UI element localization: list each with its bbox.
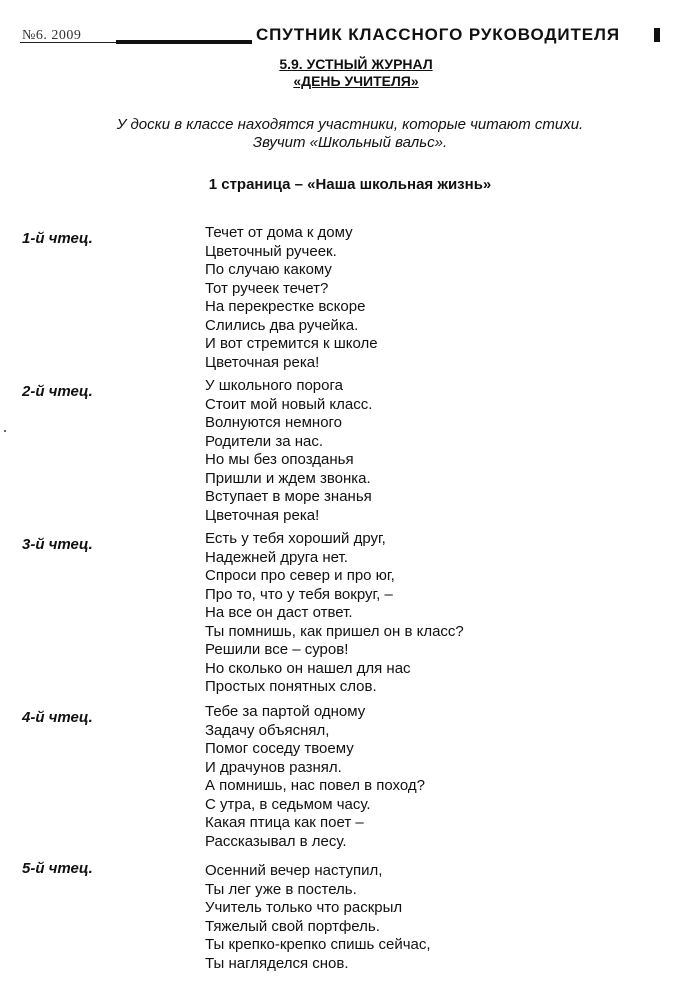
poem-line: И драчунов разнял.: [205, 758, 342, 776]
section-subtitle: «ДЕНЬ УЧИТЕЛЯ»: [293, 73, 419, 89]
poem-line: На все он даст ответ.: [205, 604, 353, 621]
poem-line: Рассказывал в лесу.: [205, 832, 347, 850]
poem-line: Вступает в море знанья: [205, 488, 372, 505]
poem-line: Простых понятных слов.: [205, 678, 377, 695]
reader-label: 1-й чтец.: [22, 230, 93, 247]
poem-line: Какая птица как поет –: [205, 814, 364, 831]
poem-stanza: [205, 224, 378, 372]
poem-line: Осенний вечер наступил,: [205, 862, 383, 879]
poem-line: Цветочный ручеек.: [205, 242, 337, 260]
page-header: [20, 24, 688, 48]
poem-line: Про то, что у тебя вокруг, –: [205, 585, 393, 603]
page-heading: 1 страница – «Наша школьная жизнь»: [208, 176, 492, 193]
poem-line: Ты нагляделся снов.: [205, 954, 349, 972]
poem-line: Волнуются немного: [205, 414, 343, 431]
poem-line: И вот стремится к школе: [205, 335, 378, 352]
section-title: 5.9. УСТНЫЙ ЖУРНАЛ: [279, 56, 433, 72]
poem-line: Ты крепко-крепко спишь сейчас,: [205, 936, 431, 953]
poem-line: Задачу объяснял,: [205, 721, 330, 739]
poem-line: Течет от дома к дому: [205, 224, 353, 241]
poem-line: Тот ручеек течет?: [205, 279, 329, 297]
scan-speck: [4, 430, 6, 432]
poem-line: А помнишь, нас повел в поход?: [205, 777, 425, 794]
page-marker: [654, 28, 660, 42]
reader-label: 2-й чтец.: [22, 383, 93, 400]
poem-stanza: [205, 703, 425, 851]
poem-line: У школьного порога: [205, 377, 343, 394]
poem-line: Цветочная река!: [205, 506, 320, 524]
reader-label: 4-й чтец.: [22, 709, 93, 726]
poem-line: Цветочная река!: [205, 353, 320, 371]
poem-line: Есть у тебя хороший друг,: [205, 530, 386, 547]
poem-line: По случаю какому: [205, 261, 332, 278]
issue-number: №6. 2009: [22, 28, 82, 43]
poem-stanza: [205, 530, 464, 697]
poem-line: Спроси про север и про юг,: [205, 567, 395, 584]
poem-line: Решили все – суров!: [205, 641, 349, 658]
header-rule-thick: [116, 40, 252, 44]
reader-label: 3-й чтец.: [22, 536, 93, 553]
poem-line: Тяжелый свой портфель.: [205, 917, 380, 935]
poem-line: Ты лег уже в постель.: [205, 880, 357, 898]
poem-line: Надежней друга нет.: [205, 548, 348, 566]
poem-line: Стоит мой новый класс.: [205, 395, 373, 413]
stage-direction: У доски в классе находятся участники, которые читают стихи.: [116, 116, 584, 133]
poem-line: С утра, в седьмом часу.: [205, 795, 371, 813]
poem-line: На перекрестке вскоре: [205, 298, 366, 315]
reader-label: 5-й чтец.: [22, 860, 93, 877]
poem-line: Пришли и ждем звонка.: [205, 469, 371, 487]
poem-line: Учитель только что раскрыл: [205, 899, 403, 916]
journal-title: СПУТНИК КЛАССНОГО РУКОВОДИТЕЛЯ: [256, 25, 620, 44]
poem-line: Родители за нас.: [205, 432, 324, 450]
poem-line: Но мы без опозданья: [205, 451, 354, 468]
poem-line: Ты помнишь, как пришел он в класс?: [205, 622, 464, 640]
poem-stanza: [205, 862, 431, 973]
poem-line: Слились два ручейка.: [205, 316, 359, 334]
poem-stanza: [205, 377, 372, 525]
poem-line: Но сколько он нашел для нас: [205, 659, 411, 677]
poem-line: Тебе за партой одному: [205, 703, 366, 720]
music-direction: Звучит «Школьный вальс».: [252, 134, 448, 151]
poem-line: Помог соседу твоему: [205, 740, 354, 757]
